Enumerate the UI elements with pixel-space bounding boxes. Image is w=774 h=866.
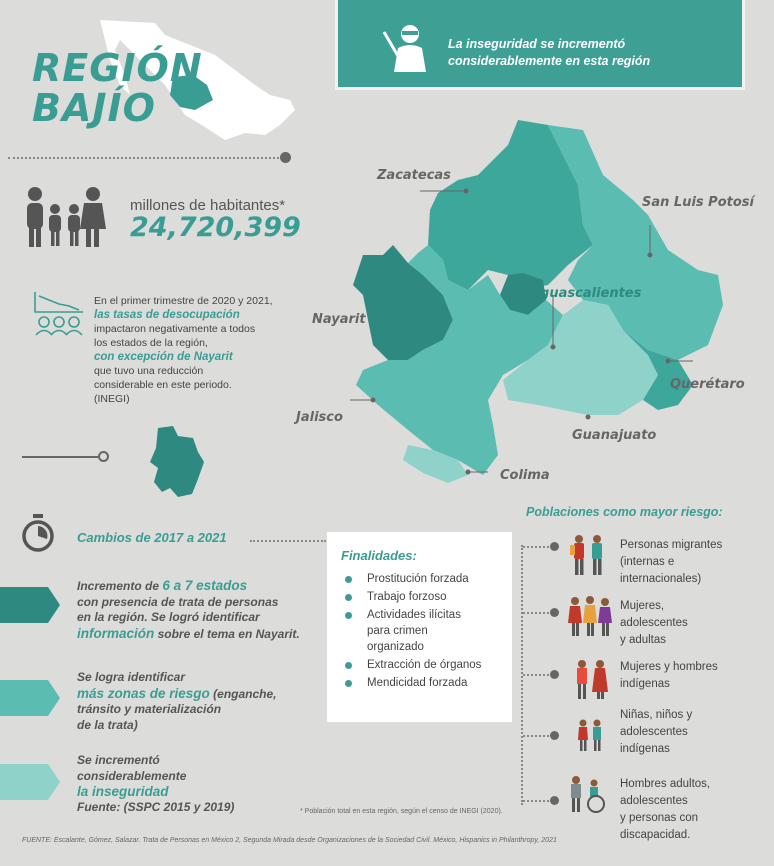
label-queretaro: Querétaro: [670, 377, 745, 392]
population-label: millones de habitantes*: [130, 197, 286, 214]
label-nayarit: Nayarit: [312, 312, 366, 327]
changes-title: Cambios de 2017 a 2021: [77, 530, 227, 545]
label-zacatecas: Zacatecas: [377, 168, 451, 183]
family-icon: [22, 185, 107, 250]
unemployment-line6: que tuvo una reducción: [94, 365, 204, 377]
arrow-2: [0, 680, 60, 716]
unemployment-line5: con excepción de Nayarit: [94, 351, 233, 363]
label-jalisco: Jalisco: [296, 410, 343, 425]
finalidades-title: Finalidades:: [341, 548, 417, 563]
change1-e: información: [77, 625, 155, 641]
stopwatch-icon: [20, 513, 56, 553]
finalidad-item: Actividades ilícitas: [341, 607, 498, 623]
change1-d: en la región. Se logró identificar: [77, 610, 260, 624]
children-icon: [575, 718, 605, 752]
change1-f: sobre el tema en Nayarit.: [154, 626, 300, 641]
indigenous-icon: [572, 658, 612, 700]
banner-line2: considerablemente en esta región: [448, 54, 651, 68]
pop-knob-2: [550, 608, 559, 617]
pop-connector-5: [523, 800, 553, 802]
populations-title: Poblaciones como mayor riesgo:: [526, 505, 723, 519]
unemployment-text: [94, 294, 294, 406]
finalidad-item: Prostitución forzada: [341, 571, 498, 587]
pop-connector-3: [523, 674, 553, 676]
change2-a: Se logra identificar: [77, 670, 186, 684]
divider-nayarit-knob: [98, 451, 109, 462]
pop-connector-4: [523, 735, 553, 737]
change2-b: más zonas de riesgo: [77, 685, 210, 701]
unemployment-line2: las tasas de desocupación: [94, 309, 240, 321]
pop-knob-5: [550, 796, 559, 805]
pop-connector-2: [523, 612, 553, 614]
population-footnote: * Población total en esta región, según el censo de INEGI (2020).: [300, 808, 503, 815]
finalidad-item: Extracción de órganos: [341, 657, 498, 673]
unemployment-line8: (INEGI): [94, 393, 130, 405]
unemployment-chart-icon: [33, 290, 85, 336]
source-footnote: FUENTE: Escalante, Gómez, Salazar. Trata de Personas en México 2, Segunda Mirada desde Organizaciones de la Sociedad Civil. México, Hispanics in Philanthropy, 2021: [22, 837, 557, 844]
disability-icon: [566, 775, 608, 813]
unemployment-line7: considerable en este periodo.: [94, 379, 232, 391]
masked-person-icon: [380, 22, 428, 74]
change2-c: (enganche,: [209, 686, 277, 701]
page-title-line2: BAJÍO: [32, 86, 156, 130]
finalidad-item: Trabajo forzoso: [341, 589, 498, 605]
finalidades-box: [327, 532, 512, 722]
change3-b: considerablemente: [77, 768, 187, 783]
label-san-luis-potosi: San Luis Potosí: [642, 195, 754, 210]
women-icon: [565, 595, 615, 637]
change2-d: tránsito y materialización: [77, 702, 222, 716]
change2-e: de la trata): [77, 717, 138, 732]
pop-connector-1: [523, 546, 553, 548]
pop-group-5: Hombres adultos, adolescentes y personas con discapacidad.: [620, 778, 711, 841]
nayarit-map-icon: [148, 424, 206, 499]
pop-group-1: Personas migrantes (internas e internacionales): [620, 539, 723, 585]
unemployment-line1: En el primer trimestre de 2020 y 2021,: [94, 295, 273, 307]
arrow-1: [0, 587, 60, 623]
divider-top: [8, 157, 283, 159]
arrow-3: [0, 764, 60, 800]
unemployment-line3: impactaron negativamente a todos: [94, 323, 256, 335]
divider-knob: [280, 152, 291, 163]
label-colima: Colima: [500, 468, 550, 483]
unemployment-line4: los estados de la región,: [94, 337, 208, 349]
page-title-line1: REGIÓN: [32, 46, 203, 90]
finalidad-item: Mendicidad forzada: [341, 675, 498, 691]
pop-knob-1: [550, 542, 559, 551]
change3-c: la inseguridad: [77, 784, 169, 799]
change1-b: 6 a 7 estados: [162, 578, 248, 593]
label-aguascalientes: Aguascalientes: [530, 286, 642, 301]
pop-knob-4: [550, 731, 559, 740]
change-item-2: [77, 670, 327, 733]
change-item-1: [77, 578, 327, 642]
pop-knob-3: [550, 670, 559, 679]
label-guanajuato: Guanajuato: [572, 428, 657, 443]
change-item-3: [77, 753, 327, 815]
change1-a: Incremento de: [77, 579, 163, 593]
pop-group-4: Niñas, niños y adolescentes indígenas: [620, 709, 693, 755]
change1-c: con presencia de trata de personas: [77, 594, 279, 609]
finalidad-item-cont: organizado: [367, 641, 424, 653]
migrants-icon: [567, 533, 609, 577]
divider-nayarit: [22, 456, 102, 458]
pop-group-3: Mujeres y hombres indígenas: [620, 661, 718, 690]
change3-d: Fuente: (SSPC 2015 y 2019): [77, 799, 235, 814]
change3-a: Se incrementó: [77, 753, 160, 767]
banner-line1: La inseguridad se incrementó: [448, 37, 626, 51]
finalidad-item-cont: para crimen: [367, 625, 428, 637]
population-value: 24,720,399: [130, 212, 301, 243]
pop-group-2: Mujeres, adolescentes y adultas: [620, 600, 688, 646]
changes-divider: [250, 540, 326, 542]
